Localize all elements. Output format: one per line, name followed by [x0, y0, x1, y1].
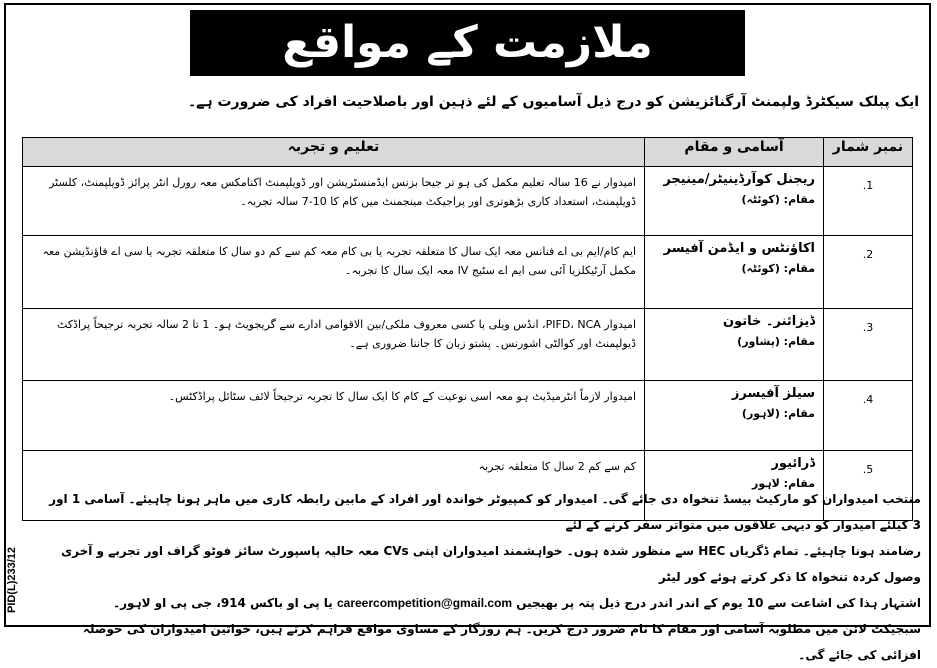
footer-line [41, 590, 921, 616]
header-post: آسامی و مقام [645, 138, 824, 167]
row-number: 2. [824, 236, 913, 309]
page-title: ملازمت کے مواقع [190, 10, 745, 76]
footer-line: منتخب امیدواران کو مارکیٹ بیسڈ تنخواہ دی جائے گی۔ امیدوار کو کمپیوٹر خواندہ اور افراد کے مابین رابطہ کاری میں ماہر ہونا چاہیئے۔ آسامی 1 اور 3 کیلئے امیدوار کو دیہی علاقوں میں متواتر سفر کرنے کے لئے [49, 492, 921, 532]
post-cell [645, 236, 824, 309]
post-location: مقام: (کوئٹہ) [741, 193, 815, 206]
pid-reference [2, 530, 22, 630]
post-cell [645, 167, 824, 236]
table-row [23, 381, 913, 451]
post-location: مقام: (پشاور) [737, 335, 815, 348]
post-title: ریجنل کوآرڈینیٹر/مینیجر [663, 172, 815, 187]
post-description: کم سے کم 2 سال کا متعلقہ تجربہ [23, 451, 645, 521]
post-location: مقام: (لاہور) [741, 407, 815, 420]
pid-text: PID(L)233/12 [6, 546, 18, 614]
post-description: امیدوار PIFD، NCA، انڈس ویلی یا کسی معروف ملکی/بین الاقوامی ادارے سے گریجویٹ ہو۔ 1 تا 2 سالہ تجربہ ترجیحاً پراڈکٹ ڈیولپمنٹ اور کوالٹی اشورنس۔ پشتو زبان کا جاننا ضروری ہے۔ [23, 309, 645, 381]
post-location: مقام: لاہور [751, 477, 815, 490]
footer-po-box: یا پی او باکس 914، جی پی او لاہور۔ [113, 596, 333, 610]
table-row [23, 309, 913, 381]
post-location: مقام: (کوئٹہ) [741, 262, 815, 275]
post-title: سیلز آفیسرز [731, 386, 815, 401]
header-education: تعلیم و تجربہ [23, 138, 645, 167]
footer-address-intro: اشتہار ہذا کی اشاعت سے 10 یوم کے اندر اندر درج ذیل پتہ پر بھیجیں [516, 596, 921, 610]
row-number: 4. [824, 381, 913, 451]
post-cell [645, 381, 824, 451]
row-number: 3. [824, 309, 913, 381]
jobs-table [22, 137, 913, 521]
footer-line: رضامند ہونا چاہیئے۔ تمام ڈگریاں HEC سے منظور شدہ ہوں۔ خواہشمند امیدواران اپنی CVs معہ حالیہ پاسپورٹ سائز فوٹو گراف اور تجربے و آخری وصول کردہ تنخواہ کا ذکر کرتے ہوئے کور لیٹر [61, 544, 921, 584]
post-title: ڈرائیور [771, 456, 815, 471]
post-description: امیدوار لازماً انٹرمیڈیٹ ہو معہ اسی نوعیت کے کام کا ایک سال کا تجربہ ترجیحاً لائف سٹائل پراڈکٹس۔ [23, 381, 645, 451]
post-cell [645, 309, 824, 381]
table-row [23, 167, 913, 236]
intro-text: ایک پبلک سیکٹرڈ ولپمنٹ آرگنائزیشن کو درج ذیل آسامیوں کے لئے ذہین اور باصلاحیت افراد کی ضرورت ہے۔ [187, 94, 919, 110]
header-number: نمبر شمار [824, 138, 913, 167]
post-description: ایم کام/ایم بی اے فنانس معہ ایک سال کا متعلقہ تجربہ یا بی کام معہ کم سے کم دو سال کا متعلقہ تجربہ یا سی اے فاؤنڈیشن معہ مکمل آرٹیکلزیا آئی سی ایم اے سٹیج IV معہ ایک سال کا تجربہ۔ [23, 236, 645, 309]
footer-text [41, 486, 921, 668]
post-title: ڈیزائنر۔ خاتون [722, 314, 815, 329]
post-title: اکاؤنٹس و ایڈمن آفیسر [663, 241, 815, 256]
row-number: 1. [824, 167, 913, 236]
table-row [23, 236, 913, 309]
post-description: امیدوار نے 16 سالہ تعلیم مکمل کی ہو تر جیحا بزنس ایڈمنسٹریشن اور ڈویلپمنٹ اکنامکس معہ رورل انٹر پرائز ڈویلپمنٹ، کلسٹر ڈویلپمنٹ، استعداد کاری بڑھوتری اور پراجیکٹ مینجمنٹ میں کام کا 10-7 سالہ تجربہ۔ [23, 167, 645, 236]
table-header-row [23, 138, 913, 167]
email-link[interactable]: careercompetition@gmail.com [336, 596, 513, 610]
footer-line: سبجیکٹ لائن میں مطلوبہ آسامی اور مقام کا نام ضرور درج کریں۔ ہم روزگار کے مساوی مواقع فراہم کرتے ہیں، خواتین امیدواران کی حوصلہ افزائی کی جائے گی۔ [82, 622, 921, 662]
row-number: 5. [824, 451, 913, 521]
